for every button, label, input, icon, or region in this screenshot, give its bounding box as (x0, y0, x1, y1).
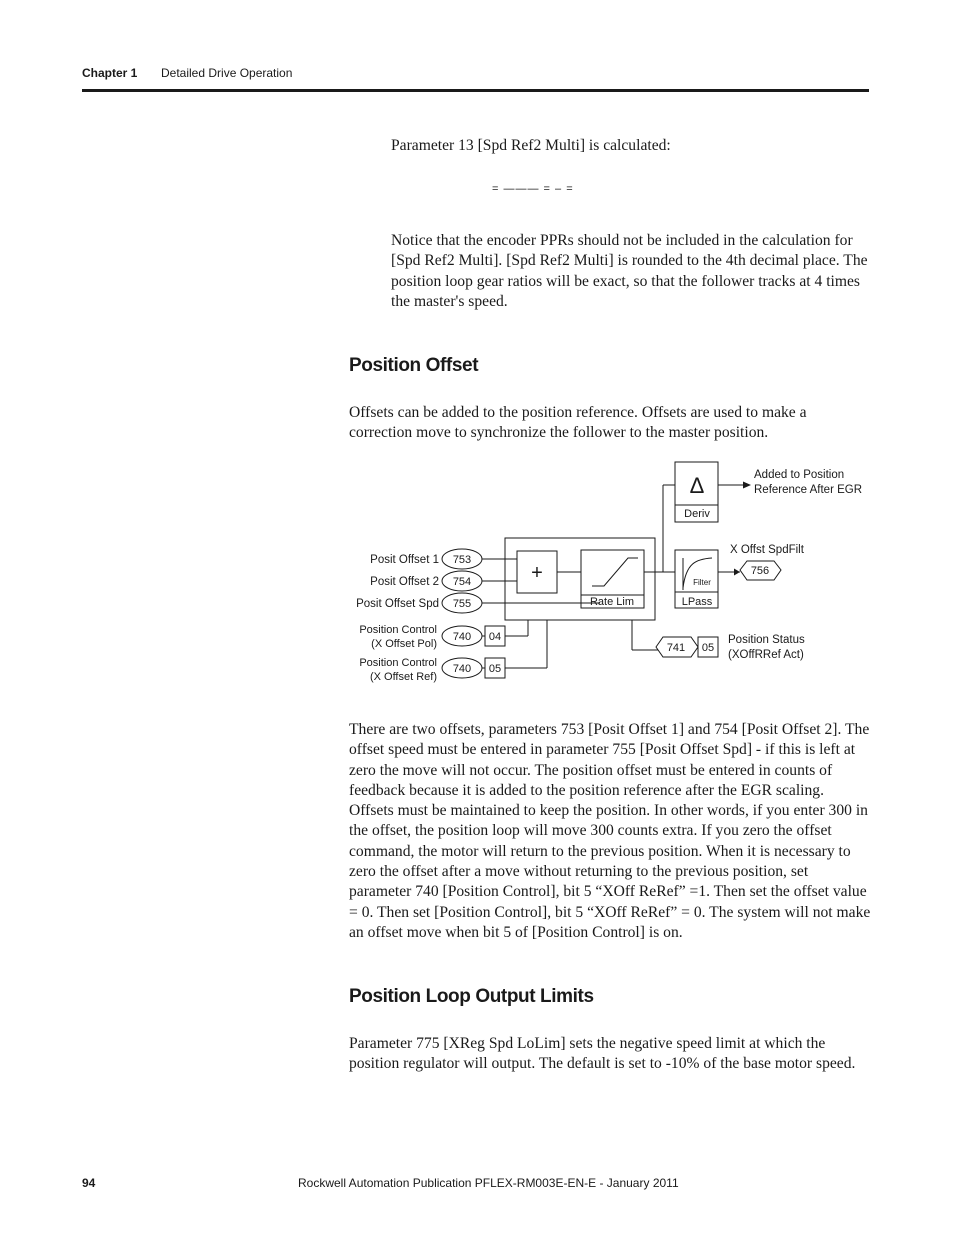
position-offset-paragraph: Offsets can be added to the position reference. Offsets are used to make a correction move to synchronize the follower to the master position. (349, 404, 807, 442)
label-position-control-a2: (X Offset Pol) (371, 638, 437, 650)
header-section: Detailed Drive Operation (161, 66, 293, 80)
position-offset-diagram (340, 455, 875, 690)
footer-page-number: 94 (82, 1176, 96, 1190)
lpass-label: LPass (681, 596, 713, 608)
param-754: 754 (452, 576, 472, 588)
sum-symbol: + (531, 562, 543, 584)
output-added-line1: Added to Position (754, 469, 845, 481)
position-offset-heading: Position Offset (349, 355, 479, 376)
output-limits-paragraph: Parameter 775 [XReg Spd LoLim] sets the negative speed limit at which the position regulator will output. The default is set to -10% of the base motor speed. (349, 1035, 856, 1073)
notice-paragraph: Notice that the encoder PPRs should not be included in the calculation for [Spd Ref2 Multi]. [Spd Ref2 Multi] is rounded to the 4th decimal place. The position loop gear ratios will be exact, so that the follower tracks at 4 times the master's speed. (391, 232, 868, 310)
bit-04: 04 (488, 631, 502, 643)
label-posit-offset-1: Posit Offset 1 (370, 554, 439, 566)
status-line2: (XOffRRef Act) (728, 649, 804, 661)
bit-05-out: 05 (701, 642, 715, 654)
label-position-control-b1: Position Control (359, 657, 437, 669)
output-added-line2: Reference After EGR (754, 484, 863, 496)
param-741: 741 (666, 642, 686, 654)
param-740-a: 740 (452, 631, 472, 643)
offsets-explanation-paragraph: There are two offsets, parameters 753 [Posit Offset 1] and 754 [Posit Offset 2]. The offset speed must be entered in parameter 755 [Posit Offset Spd] - if this is left at zero the move will not occur. The position offset must be entered in counts of feedback because it is added to the position reference after the EGR scaling. Offsets must be maintained to keep the position. In other words, if you enter 300 in the offset, the position loop will move 300 counts extra. If you zero the offset command, the motor will return to the previous position. When it is necessary to zero the offset after a move without returning to the previous position, set parameter 740 [Position Control], bit 5 “XOff ReRef” =1. Then set the offset value = 0. Then set [Position Control], bit 5 “XOff ReRef” = 0. The system will not make an offset move when bit 5 of [Position Control] is on. (349, 721, 871, 941)
bit-05-in: 05 (488, 663, 502, 675)
deriv-symbol: Δ (689, 473, 705, 498)
rate-lim-label: Rate Lim (589, 596, 635, 608)
deriv-label: Deriv (684, 508, 710, 520)
param-756: 756 (750, 565, 770, 577)
param-740-b: 740 (452, 663, 472, 675)
label-posit-offset-2: Posit Offset 2 (370, 576, 439, 588)
output-limits-heading: Position Loop Output Limits (349, 986, 594, 1007)
footer-publication: Rockwell Automation Publication PFLEX-RM003E-EN-E - January 2011 (298, 1176, 679, 1190)
spdfilt-label: X Offst SpdFilt (730, 544, 804, 556)
label-position-control-b2: (X Offset Ref) (369, 671, 437, 683)
header-chapter: Chapter 1 (82, 66, 138, 80)
header-rule (82, 89, 869, 92)
intro-paragraph: Parameter 13 [Spd Ref2 Multi] is calculated: (391, 137, 671, 154)
label-posit-offset-spd: Posit Offset Spd (356, 598, 439, 610)
param-753: 753 (452, 554, 472, 566)
label-position-control-a1: Position Control (359, 624, 437, 636)
param-755: 755 (452, 598, 472, 610)
status-line1: Position Status (728, 634, 805, 646)
equation: = ——— = – = (492, 183, 574, 195)
filter-label: Filter (693, 578, 711, 587)
